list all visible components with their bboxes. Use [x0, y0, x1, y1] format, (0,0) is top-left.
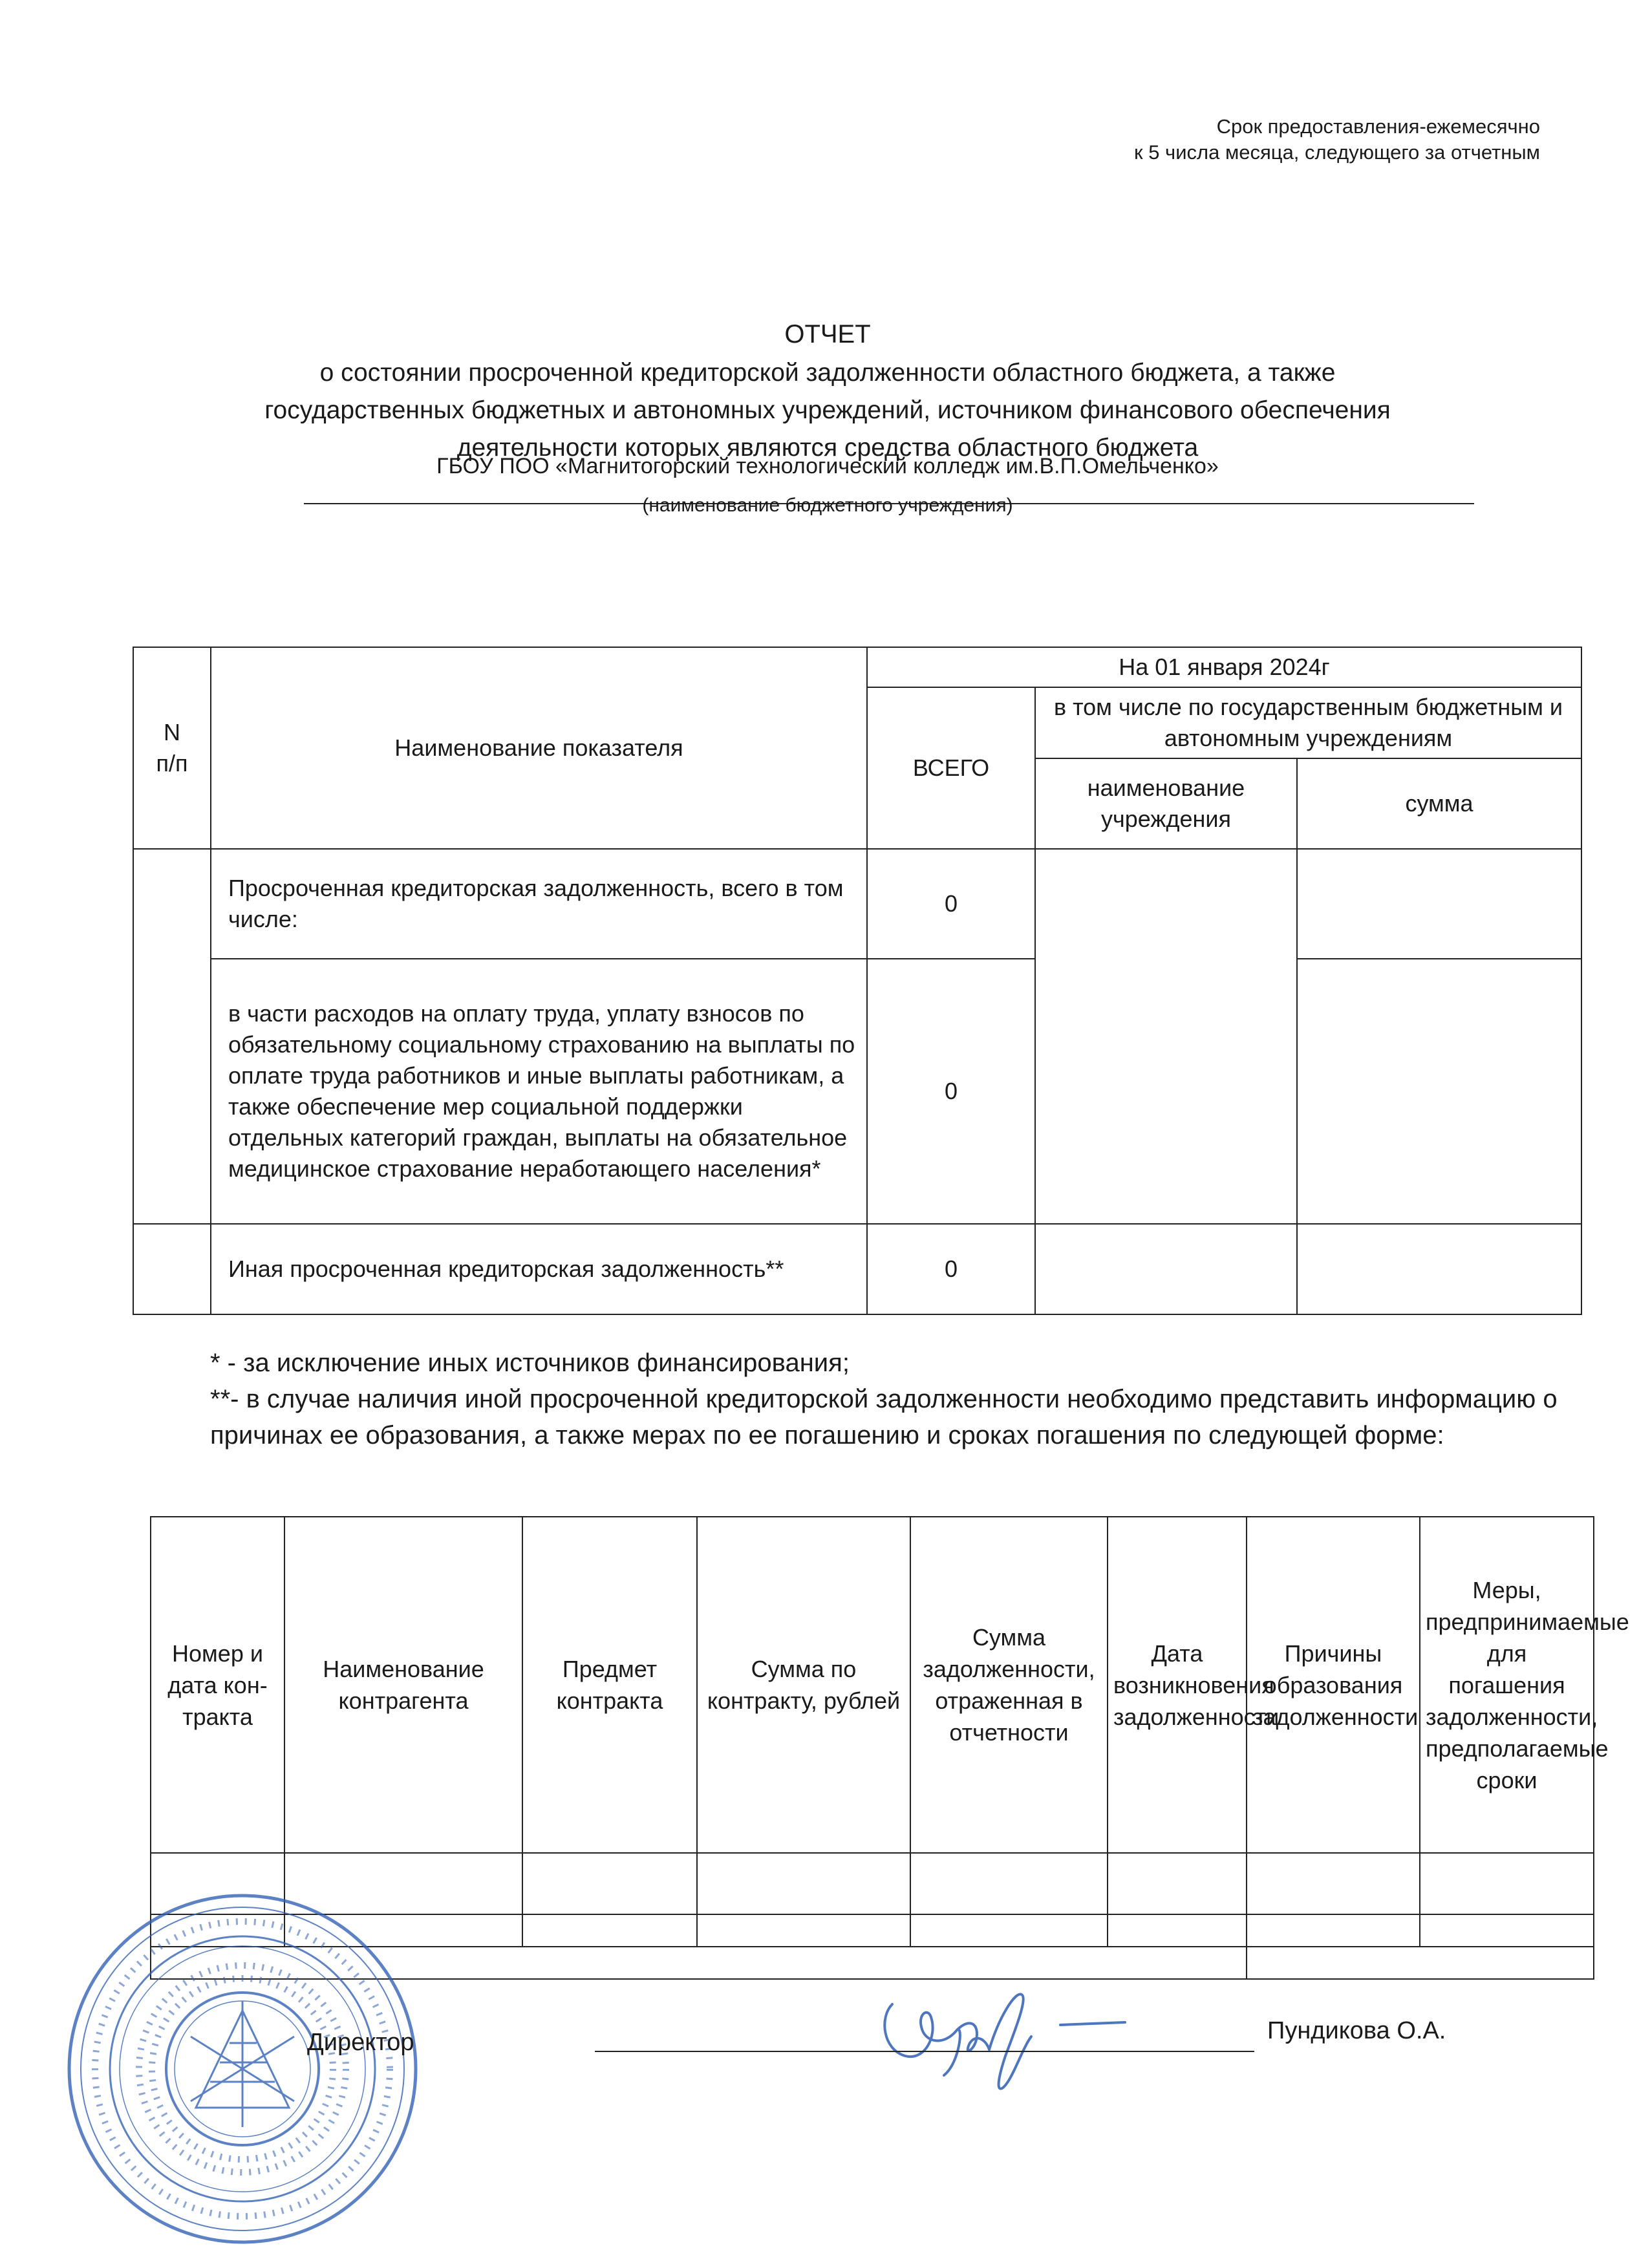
empty-cell — [697, 1914, 910, 1947]
footnote-2: **- в случае наличия иной просроченной кредиторской задолженности необходимо представить информацию о причинах ее образования, а также мерах по ее погашению и сроках погашения по следующей форме: — [210, 1385, 1558, 1450]
empty-cell — [1108, 1914, 1247, 1947]
header-subject: Предмет контракта — [522, 1517, 697, 1853]
row-total-value: 0 — [867, 849, 1035, 959]
signature-icon — [866, 1978, 1138, 2108]
row-total-name: Просроченная кредиторская задолженность, всего в том числе: — [211, 849, 867, 959]
seal-stamp-icon — [61, 1888, 423, 2250]
empty-cell — [697, 1853, 910, 1914]
header-contract-sum: Сумма по контракту, рублей — [697, 1517, 910, 1853]
col-inst-name-header: наименование учреждения — [1035, 758, 1297, 849]
empty-cell — [1247, 1914, 1420, 1947]
footnotes — [210, 1345, 1607, 1453]
row-total-sum-cell — [1297, 849, 1581, 959]
subtitle-line-2: государственных бюджетных и автономных учреждений, источником финансового обеспечения — [264, 396, 1391, 424]
header-counterparty: Наименование контрагента — [284, 1517, 522, 1853]
row-other-name: Иная просроченная кредиторская задолженность** — [211, 1224, 867, 1314]
col-name-header: Наименование показателя — [211, 647, 867, 849]
date-header: На 01 января 2024г — [867, 647, 1581, 687]
header-debt-reasons: Причины образования задолженности — [1247, 1517, 1420, 1853]
subtitle-line-3: деятельности которых являются средства областного бюджета — [456, 434, 1199, 462]
row-other-value: 0 — [867, 1224, 1035, 1314]
subtitle-line-1: о состоянии просроченной кредиторской задолженности областного бюджета, а также — [319, 359, 1336, 387]
header-debt-date: Дата возникновения задолженности — [1108, 1517, 1247, 1853]
debt-report-table — [133, 647, 1582, 1315]
empty-cell — [910, 1914, 1108, 1947]
empty-cell — [1108, 1853, 1247, 1914]
row-labor-name: в части расходов на оплату труда, уплату взносов по обязательному социальному страхованию на выплаты по оплате труда работников и иные выплаты работникам, а также обеспечение мер социальной поддержки отдельных категорий граждан, выплаты на обязательное медицинское страхование неработающего населения* — [211, 959, 867, 1224]
deadline-note — [1134, 114, 1540, 166]
row-other-inst-cell — [1035, 1224, 1297, 1314]
signer-name: Пундикова О.А. — [1267, 2017, 1446, 2044]
row-labor-sum-cell — [1297, 959, 1581, 1224]
footnote-1: * - за исключение иных источников финансирования; — [210, 1349, 850, 1377]
header-measures: Меры, предпринимаемые для погашения задолженности, предполагаемые сроки — [1420, 1517, 1594, 1853]
empty-cell — [1420, 1914, 1594, 1947]
signature-line — [595, 2051, 1254, 2052]
signer-position: Директор — [307, 2029, 414, 2056]
institution-name: ГБОУ ПОО «Магнитогорский технологический колледж им.В.П.Омельченко» — [436, 454, 1219, 478]
row-total-inst-cell — [1035, 849, 1297, 1224]
col-total-header: ВСЕГО — [867, 687, 1035, 849]
empty-cell — [522, 1853, 697, 1914]
col-num-header: N п/п — [133, 647, 211, 849]
empty-cell — [522, 1914, 697, 1947]
empty-cell — [1247, 1853, 1420, 1914]
empty-cell — [910, 1853, 1108, 1914]
incl-header: в том числе по государственным бюджетным и автономным учреждениям — [1035, 687, 1581, 758]
deadline-line-2: к 5 числа месяца, следующего за отчетным — [1134, 141, 1540, 164]
institution-caption: (наименование бюджетного учреждения) — [642, 495, 1013, 516]
report-heading: ОТЧЕТ — [784, 320, 871, 348]
col-sum-header: сумма — [1297, 758, 1581, 849]
empty-cell — [1247, 1947, 1594, 1979]
row-labor-value: 0 — [867, 959, 1035, 1224]
deadline-line-1: Срок предоставления-ежемесячно — [1216, 115, 1540, 138]
header-contract-number: Номер и дата кон-тракта — [151, 1517, 284, 1853]
row-other-sum-cell — [1297, 1224, 1581, 1314]
row-other-num-cell — [133, 1224, 211, 1314]
header-debt-sum: Сумма задолженности, отраженная в отчетности — [910, 1517, 1108, 1853]
empty-cell — [1420, 1853, 1594, 1914]
row-num-cell — [133, 849, 211, 1224]
report-subtitle — [129, 354, 1526, 467]
